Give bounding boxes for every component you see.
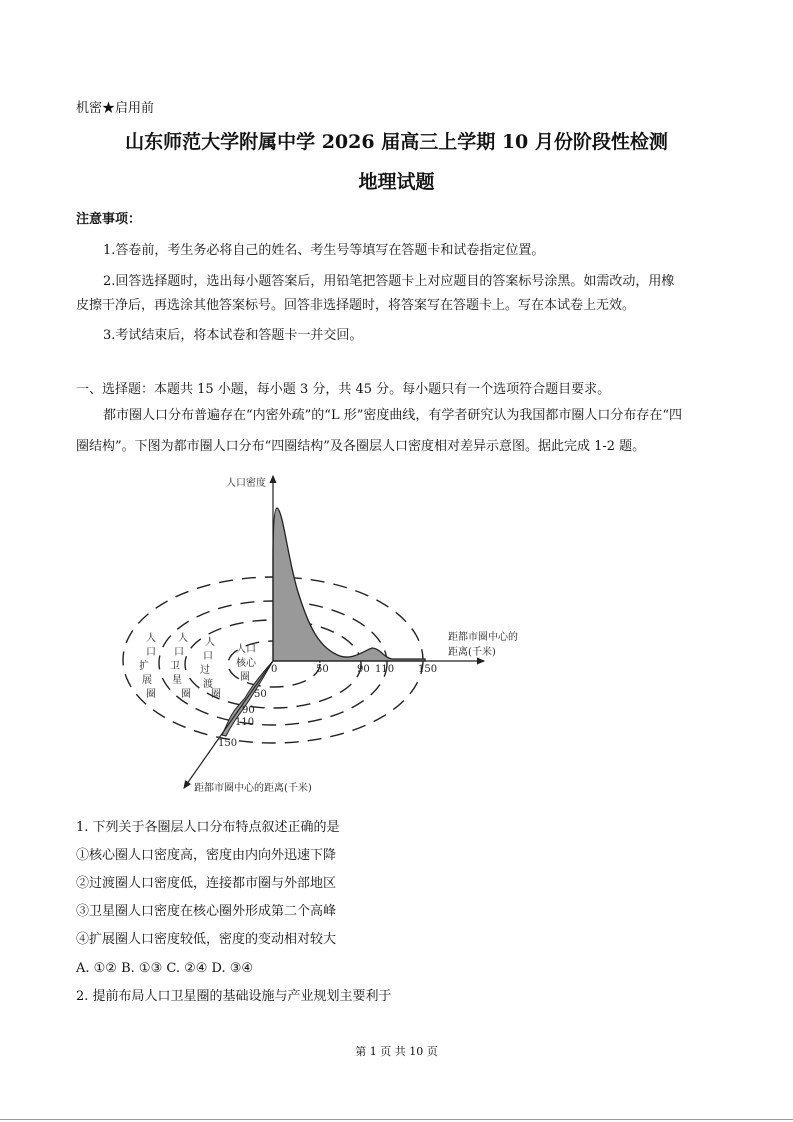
oblique-tick-label: 150 xyxy=(218,738,238,749)
svg-text:星: 星 xyxy=(172,675,182,686)
question-1-item: ④扩展圈人口密度较低，密度的变动相对较大 xyxy=(76,932,337,947)
question-1-stem: 1. 下列关于各圈层人口分布特点叙述正确的是 xyxy=(76,820,340,835)
x-tick-label: 50 xyxy=(316,664,329,675)
population-density-figure xyxy=(115,470,535,800)
exam-title: 山东师范大学附属中学 2026 届高三上学期 10 月份阶段性检测 xyxy=(125,131,668,153)
note-line: 2.回答选择题时，选出每小题答案后，用铅笔把答题卡上对应题目的答案标号涂黑。如需改动，用橡 xyxy=(103,274,675,289)
svg-text:口: 口 xyxy=(146,647,156,658)
page-bottom-divider xyxy=(0,1119,793,1120)
x-axis-label: 距都市圈中心的 xyxy=(448,632,518,643)
x-tick-label: 150 xyxy=(418,664,438,675)
confidential-label: 机密★启用前 xyxy=(76,101,155,116)
x-tick-label: 110 xyxy=(375,664,395,675)
subject-title: 地理试题 xyxy=(358,171,435,193)
question-1-item: ①核心圈人口密度高，密度由内向外迅速下降 xyxy=(76,848,337,863)
y-axis-label: 人口密度 xyxy=(226,478,266,489)
oblique-axis-label: 距都市圈中心的距离(千米) xyxy=(194,783,312,794)
oblique-tick-label: 110 xyxy=(235,717,255,728)
svg-text:口: 口 xyxy=(174,647,184,658)
svg-text:扩: 扩 xyxy=(139,661,149,672)
oblique-tick-label: 50 xyxy=(254,689,267,700)
svg-text:圈: 圈 xyxy=(211,689,221,700)
oblique-axis xyxy=(184,661,273,788)
svg-text:圈: 圈 xyxy=(181,689,191,700)
svg-text:人: 人 xyxy=(178,633,188,644)
intro-line: 都市圈人口分布普遍存在“内密外疏”的“L 形”密度曲线，有学者研究认为我国都市圈人口分布存在“四 xyxy=(103,408,682,423)
x-tick-label: 0 xyxy=(271,664,278,675)
note-line: 3.考试结束后，将本试卷和答题卡一并交回。 xyxy=(103,328,363,343)
ring-label-transition xyxy=(200,635,221,700)
x-tick-label: 90 xyxy=(357,664,370,675)
svg-text:人: 人 xyxy=(146,633,156,644)
svg-text:圈: 圈 xyxy=(240,672,250,683)
notes-heading: 注意事项： xyxy=(76,212,142,227)
question-1-item: ②过渡圈人口密度低，连接都市圈与外部地区 xyxy=(76,876,337,891)
note-line: 皮擦干净后，再选涂其他答案标号。回答非选择题时，将答案写在答题卡上。写在本试卷上无效。 xyxy=(76,298,636,313)
ring-label-core xyxy=(236,642,257,683)
svg-text:核心: 核心 xyxy=(236,658,256,669)
question-1-options: A. ①② B. ①③ C. ②④ D. ③④ xyxy=(76,961,254,976)
ring-label-satellite xyxy=(170,631,191,700)
oblique-tick-label: 90 xyxy=(242,705,255,716)
section-heading: 一、选择题：本题共 15 小题，每小题 3 分，共 45 分。每小题只有一个选项符合题目要求。 xyxy=(76,382,611,397)
svg-text:渡: 渡 xyxy=(203,679,213,690)
svg-text:人: 人 xyxy=(205,637,215,648)
ring-label-expansion xyxy=(139,631,156,700)
svg-text:过: 过 xyxy=(200,665,210,676)
question-2-stem: 2. 提前布局人口卫星圈的基础设施与产业规划主要利于 xyxy=(76,989,392,1004)
svg-text:口: 口 xyxy=(203,651,213,662)
question-1-item: ③卫星圈人口密度在核心圈外形成第二个高峰 xyxy=(76,904,337,919)
svg-text:卫: 卫 xyxy=(170,661,180,672)
density-curve-area xyxy=(273,508,425,661)
page-number: 第 1 页 共 10 页 xyxy=(355,1045,438,1058)
svg-text:人口: 人口 xyxy=(236,644,256,655)
svg-text:展: 展 xyxy=(142,675,152,686)
svg-text:圈: 圈 xyxy=(146,689,156,700)
intro-line: 圈结构”。下图为都市圈人口分布“四圈结构”及各圈层人口密度相对差异示意图。据此完成 1-2 题。 xyxy=(76,439,646,454)
x-axis-label: 距离(千米) xyxy=(448,647,496,658)
note-line: 1.答卷前，考生务必将自己的姓名、考生号等填写在答题卡和试卷指定位置。 xyxy=(103,243,545,258)
